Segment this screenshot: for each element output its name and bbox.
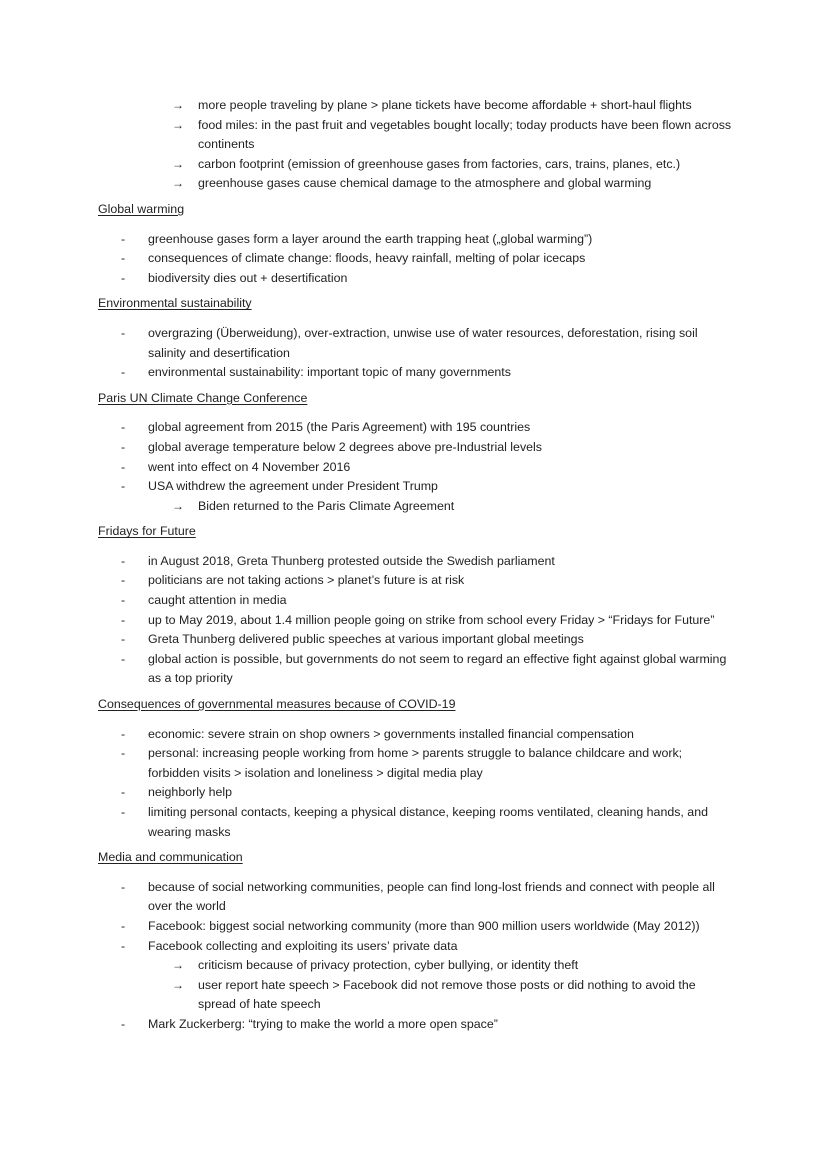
list-item-text: global average temperature below 2 degrees above pre-Industrial levels [148, 439, 542, 454]
bullet-list [0, 725, 828, 843]
sub-list-item-text: criticism because of privacy protection, cyber bullying, or identity theft [198, 958, 579, 973]
sections-container [0, 200, 828, 1035]
list-item-text: consequences of climate change: floods, heavy rainfall, melting of polar icecaps [148, 251, 586, 266]
arrow-icon: → [172, 958, 184, 973]
list-item [0, 458, 828, 478]
list-item-text: Greta Thunberg delivered public speeches at various important global meetings [148, 632, 584, 647]
list-item-text: caught attention in media [148, 593, 287, 608]
list-item-text: Facebook: biggest social networking community (more than 900 million users worldwide (May 2012)) [148, 918, 700, 933]
list-item-text: economic: severe strain on shop owners > governments installed financial compensation [148, 726, 634, 741]
dash-bullet-icon: - [121, 879, 126, 894]
document-page [0, 96, 828, 1035]
dash-bullet-icon: - [121, 785, 126, 800]
list-item [0, 591, 828, 611]
intro-point [0, 96, 828, 116]
list-item-text: biodiversity dies out + desertification [148, 270, 348, 285]
intro-point [0, 174, 828, 194]
list-item [0, 611, 828, 631]
sub-list-item [148, 976, 732, 1015]
section [0, 200, 828, 288]
intro-point-text: carbon footprint (emission of greenhouse gases from factories, cars, trains, planes, etc.) [198, 156, 681, 171]
intro-arrow-list [0, 96, 828, 194]
dash-bullet-icon: - [121, 573, 126, 588]
dash-bullet-icon: - [121, 938, 126, 953]
dash-bullet-icon: - [121, 270, 126, 285]
list-item [0, 783, 828, 803]
dash-bullet-icon: - [121, 918, 126, 933]
dash-bullet-icon: - [121, 632, 126, 647]
section-heading: Paris UN Climate Change Conference [98, 390, 308, 405]
list-item-text: up to May 2019, about 1.4 million people going on strike from school every Friday > “Fridays for Future” [148, 612, 715, 627]
sub-list-item-text: Biden returned to the Paris Climate Agreement [198, 498, 455, 513]
list-item [0, 917, 828, 937]
list-item [0, 230, 828, 250]
dash-bullet-icon: - [121, 612, 126, 627]
arrow-icon: → [172, 117, 184, 132]
arrow-icon: → [172, 156, 184, 171]
list-item [0, 1015, 828, 1035]
bullet-list [0, 230, 828, 289]
arrow-icon: → [172, 977, 184, 992]
dash-bullet-icon: - [121, 479, 126, 494]
section [0, 522, 828, 689]
bullet-list [0, 418, 828, 516]
list-item [0, 650, 828, 689]
dash-bullet-icon: - [121, 231, 126, 246]
sub-arrow-list [148, 497, 732, 517]
intro-point-text: more people traveling by plane > plane tickets have become affordable + short-haul flights [198, 98, 692, 112]
list-item-text: overgrazing (Überweidung), over-extraction, unwise use of water resources, deforestation, rising soil salinity and desertification [148, 325, 698, 360]
section [0, 294, 828, 382]
section-heading: Media and communication [98, 850, 243, 865]
list-item [0, 803, 828, 842]
list-item-text: because of social networking communities, people can find long-lost friends and connect with people all over the world [148, 879, 715, 914]
section-heading: Consequences of governmental measures because of COVID-19 [98, 697, 456, 712]
intro-point-text: food miles: in the past fruit and vegetables bought locally; today products have been flown across continents [198, 117, 732, 152]
list-item-text: Facebook collecting and exploiting its users’ private data [148, 938, 458, 953]
list-item [0, 571, 828, 591]
dash-bullet-icon: - [121, 805, 126, 819]
list-item-text: limiting personal contacts, keeping a physical distance, keeping rooms ventilated, cleaning hands, and wearing masks [148, 805, 708, 839]
list-item-text: Mark Zuckerberg: “trying to make the world a more open space” [148, 1016, 498, 1031]
dash-bullet-icon: - [121, 439, 126, 454]
list-item [0, 725, 828, 745]
dash-bullet-icon: - [121, 553, 126, 568]
bullet-list [0, 552, 828, 689]
list-item [0, 269, 828, 289]
bullet-list [0, 878, 828, 1035]
section-heading: Global warming [98, 201, 185, 216]
dash-bullet-icon: - [121, 325, 126, 340]
sub-list-item [148, 956, 732, 976]
bullet-list [0, 324, 828, 383]
sub-list-item-text: user report hate speech > Facebook did not remove those posts or did nothing to avoid the spread of hate speech [198, 977, 696, 1012]
section [0, 389, 828, 517]
list-item-text: global agreement from 2015 (the Paris Agreement) with 195 countries [148, 420, 531, 435]
arrow-icon: → [172, 176, 184, 191]
list-item [0, 438, 828, 458]
list-item-text: global action is possible, but governments do not seem to regard an effective fight against global warming as a top priority [148, 651, 727, 686]
dash-bullet-icon: - [121, 593, 126, 608]
dash-bullet-icon: - [121, 459, 126, 474]
section [0, 848, 828, 1034]
list-item [0, 363, 828, 383]
dash-bullet-icon: - [121, 726, 126, 741]
list-item [0, 249, 828, 269]
dash-bullet-icon: - [121, 1016, 126, 1031]
arrow-icon: → [172, 98, 184, 112]
dash-bullet-icon: - [121, 251, 126, 266]
list-item [0, 552, 828, 572]
intro-point [0, 155, 828, 175]
list-item-text: greenhouse gases form a layer around the earth trapping heat („global warming”) [148, 231, 593, 246]
dash-bullet-icon: - [121, 746, 126, 761]
list-item-text: went into effect on 4 November 2016 [148, 459, 351, 474]
list-item-text: politicians are not taking actions > planet’s future is at risk [148, 573, 465, 588]
section-heading: Fridays for Future [98, 524, 196, 539]
list-item [0, 477, 828, 516]
intro-point [0, 116, 828, 155]
list-item-text: USA withdrew the agreement under President Trump [148, 479, 438, 494]
sub-arrow-list [148, 956, 732, 1015]
list-item-text: in August 2018, Greta Thunberg protested outside the Swedish parliament [148, 553, 555, 568]
list-item [0, 937, 828, 1015]
list-item-text: environmental sustainability: important topic of many governments [148, 365, 511, 380]
list-item-text: personal: increasing people working from home > parents struggle to balance childcare and work; forbidden visits > isolation and loneliness > digital media play [148, 746, 683, 780]
dash-bullet-icon: - [121, 365, 126, 380]
dash-bullet-icon: - [121, 651, 126, 666]
list-item [0, 630, 828, 650]
list-item-text: neighborly help [148, 785, 233, 800]
list-item [0, 324, 828, 363]
list-item [0, 744, 828, 783]
sub-list-item [148, 497, 732, 517]
list-item [0, 418, 828, 438]
arrow-icon: → [172, 498, 184, 513]
dash-bullet-icon: - [121, 420, 126, 435]
intro-point-text: greenhouse gases cause chemical damage to the atmosphere and global warming [198, 176, 652, 191]
section-heading: Environmental sustainability [98, 296, 252, 311]
list-item [0, 878, 828, 917]
section [0, 695, 828, 842]
